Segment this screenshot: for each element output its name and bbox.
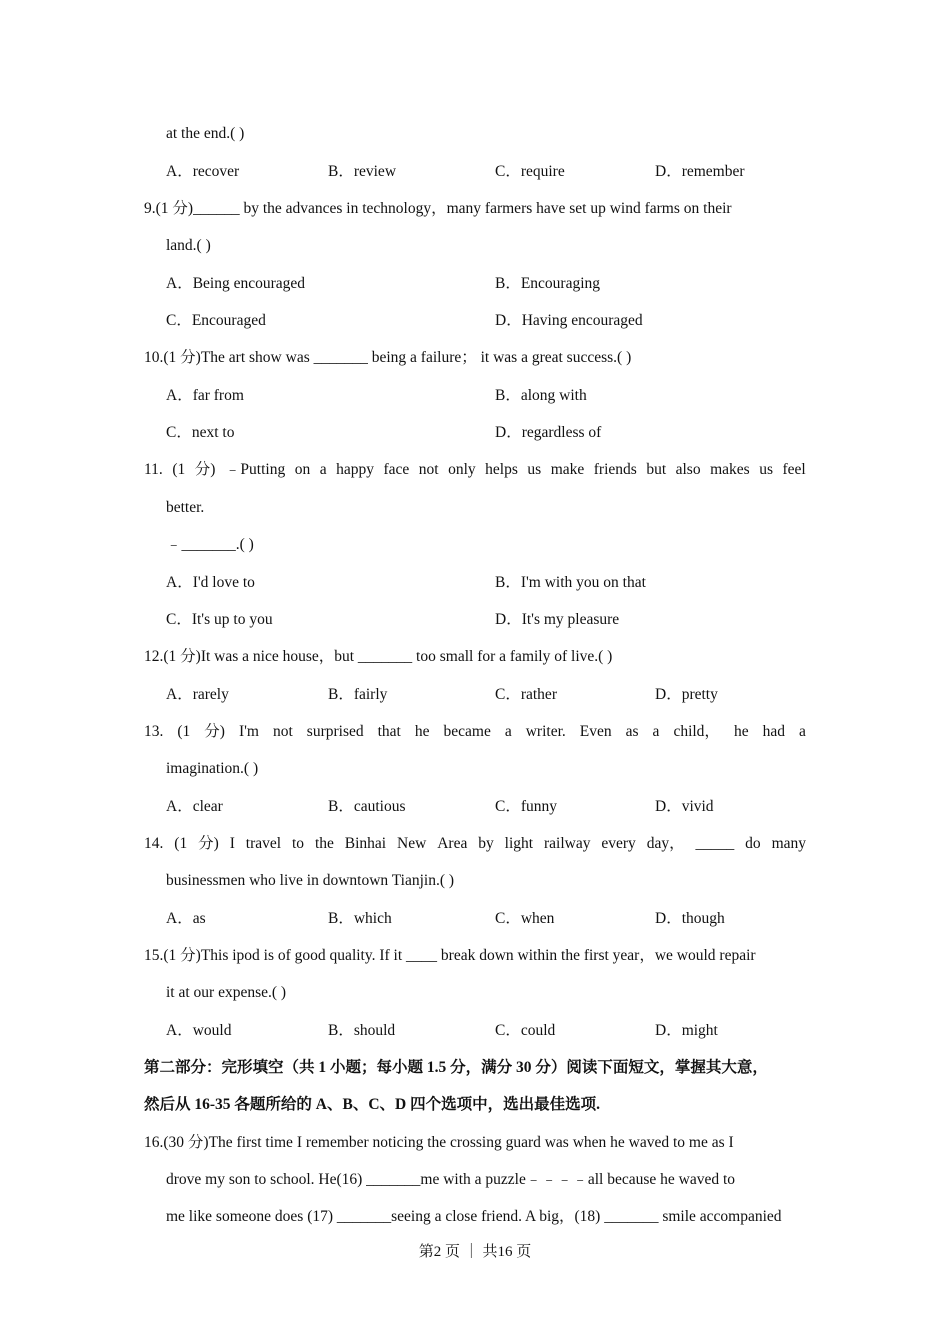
word: a xyxy=(798,723,806,740)
word: Binhai xyxy=(344,835,387,852)
word: a xyxy=(319,461,327,478)
word: us xyxy=(527,461,542,478)
q9-option-c: C．Encouraged xyxy=(166,312,266,329)
word: he xyxy=(414,723,430,740)
question-9: 9.(1 分)______ by the advances in technology，many farmers have set up wind farms on their xyxy=(144,200,732,217)
word: Area xyxy=(437,835,468,852)
word: railway xyxy=(543,835,591,852)
q10-option-d: D．regardless of xyxy=(495,424,602,441)
word: not xyxy=(418,461,439,478)
q11-option-d: D．It's my pleasure xyxy=(495,611,620,628)
word: do xyxy=(745,835,761,852)
word: not xyxy=(272,723,293,740)
word: many xyxy=(771,835,806,852)
q15-option-d: D．might xyxy=(655,1022,718,1039)
word: feel xyxy=(782,461,806,478)
word: to xyxy=(291,835,305,852)
word: writer. xyxy=(525,723,566,740)
word: but xyxy=(646,461,667,478)
question-11-reply: ﹣_______.( ) xyxy=(166,536,254,553)
q8-option-b: B．review xyxy=(328,163,397,180)
question-15-continuation: it at our expense.( ) xyxy=(166,984,287,1001)
word: surprised xyxy=(306,723,364,740)
word: (1 xyxy=(174,835,188,852)
q9-option-d: D．Having encouraged xyxy=(495,312,643,329)
word: (1 xyxy=(177,723,191,740)
word: 11. xyxy=(144,461,163,478)
question-13-continuation: imagination.( ) xyxy=(166,760,259,777)
q14-option-a: A．as xyxy=(166,910,206,927)
q11-option-a: A．I'd love to xyxy=(166,574,255,591)
question-10: 10.(1 分)The art show was _______ being a failure； it was a great success.( ) xyxy=(144,349,632,366)
word: I xyxy=(229,835,235,852)
word: a xyxy=(504,723,512,740)
word: I'm xyxy=(238,723,259,740)
question-16-line-3: me like someone does (17) _______seeing a close friend. A big，(18) _______ smile accompanied xyxy=(166,1208,782,1225)
word: us xyxy=(759,461,773,478)
word: make xyxy=(550,461,585,478)
q11-option-b: B．I'm with you on that xyxy=(495,574,646,591)
word: happy xyxy=(336,461,374,478)
word: a xyxy=(652,723,660,740)
question-16-line-2: drove my son to school. He(16) _______me with a puzzle﹣﹣﹣﹣all because he waved to xyxy=(166,1171,736,1188)
q9-option-a: A．Being encouraged xyxy=(166,275,306,292)
word: makes xyxy=(710,461,750,478)
q12-option-a: A．rarely xyxy=(166,686,229,703)
q13-option-c: C．funny xyxy=(495,798,558,815)
q14-option-b: B．which xyxy=(328,910,392,927)
q8-option-c: C．require xyxy=(495,163,565,180)
word: 分) xyxy=(204,723,225,740)
word: light xyxy=(504,835,534,852)
word: 13. xyxy=(144,723,164,740)
q13-option-a: A．clear xyxy=(166,798,223,815)
q10-option-b: B．along with xyxy=(495,387,587,404)
word: the xyxy=(314,835,334,852)
q13-option-d: D．vivid xyxy=(655,798,714,815)
q12-option-b: B．fairly xyxy=(328,686,388,703)
q11-option-c: C．It's up to you xyxy=(166,611,273,628)
section-heading-continuation: 然后从 16-35 各题所给的 A、B、C、D 四个选项中，选出最佳选项. xyxy=(144,1096,600,1113)
word: friends xyxy=(593,461,637,478)
question-9-continuation: land.( ) xyxy=(166,237,211,254)
word: face xyxy=(383,461,410,478)
question-11 xyxy=(144,460,806,480)
question-16: 16.(30 分)The first time I remember noticing the crossing guard was when he waved to me as I xyxy=(144,1134,734,1151)
q14-option-c: C．when xyxy=(495,910,555,927)
page-footer: 第2 页 ｜ 共16 页 xyxy=(418,1244,532,1260)
q10-option-a: A．far from xyxy=(166,387,244,404)
q9-option-b: B．Encouraging xyxy=(495,275,601,292)
word: ﹣Putting xyxy=(224,461,286,478)
question-11-continuation: better. xyxy=(166,499,205,516)
q12-option-d: D．pretty xyxy=(655,686,718,703)
word: 分) xyxy=(198,835,219,852)
question-15: 15.(1 分)This ipod is of good quality. If it ____ break down within the first year，we would repair xyxy=(144,947,756,964)
word: child， xyxy=(673,723,720,740)
q10-option-c: C．next to xyxy=(166,424,235,441)
question-12: 12.(1 分)It was a nice house，but _______ too small for a family of live.( ) xyxy=(144,648,613,665)
word: 14. xyxy=(144,835,164,852)
word: travel xyxy=(245,835,282,852)
q15-option-c: C．could xyxy=(495,1022,556,1039)
word: on xyxy=(294,461,311,478)
q15-option-b: B．should xyxy=(328,1022,396,1039)
word: helps xyxy=(485,461,518,478)
word: 分) xyxy=(194,461,216,478)
word: became xyxy=(443,723,491,740)
word: that xyxy=(377,723,401,740)
word: every xyxy=(601,835,636,852)
q12-option-c: C．rather xyxy=(495,686,557,703)
q13-option-b: B．cautious xyxy=(328,798,406,815)
word: only xyxy=(448,461,476,478)
word: had xyxy=(762,723,785,740)
word: also xyxy=(675,461,701,478)
question-8-continuation: at the end.( ) xyxy=(166,125,245,142)
word: (1 xyxy=(172,461,186,478)
word: _____ xyxy=(695,835,735,852)
word: he xyxy=(733,723,749,740)
question-13 xyxy=(144,722,806,742)
word: as xyxy=(625,723,639,740)
word: New xyxy=(397,835,427,852)
word: by xyxy=(478,835,494,852)
word: Even xyxy=(579,723,612,740)
q8-option-a: A．recover xyxy=(166,163,240,180)
question-14 xyxy=(144,834,806,854)
word: day， xyxy=(646,835,685,852)
q14-option-d: D．though xyxy=(655,910,725,927)
question-14-continuation: businessmen who live in downtown Tianjin.( ) xyxy=(166,872,455,889)
q15-option-a: A．would xyxy=(166,1022,232,1039)
section-heading: 第二部分：完形填空（共 1 小题；每小题 1.5 分，满分 30 分）阅读下面短文，掌握其大意， xyxy=(144,1059,768,1076)
q8-option-d: D．remember xyxy=(655,163,745,180)
